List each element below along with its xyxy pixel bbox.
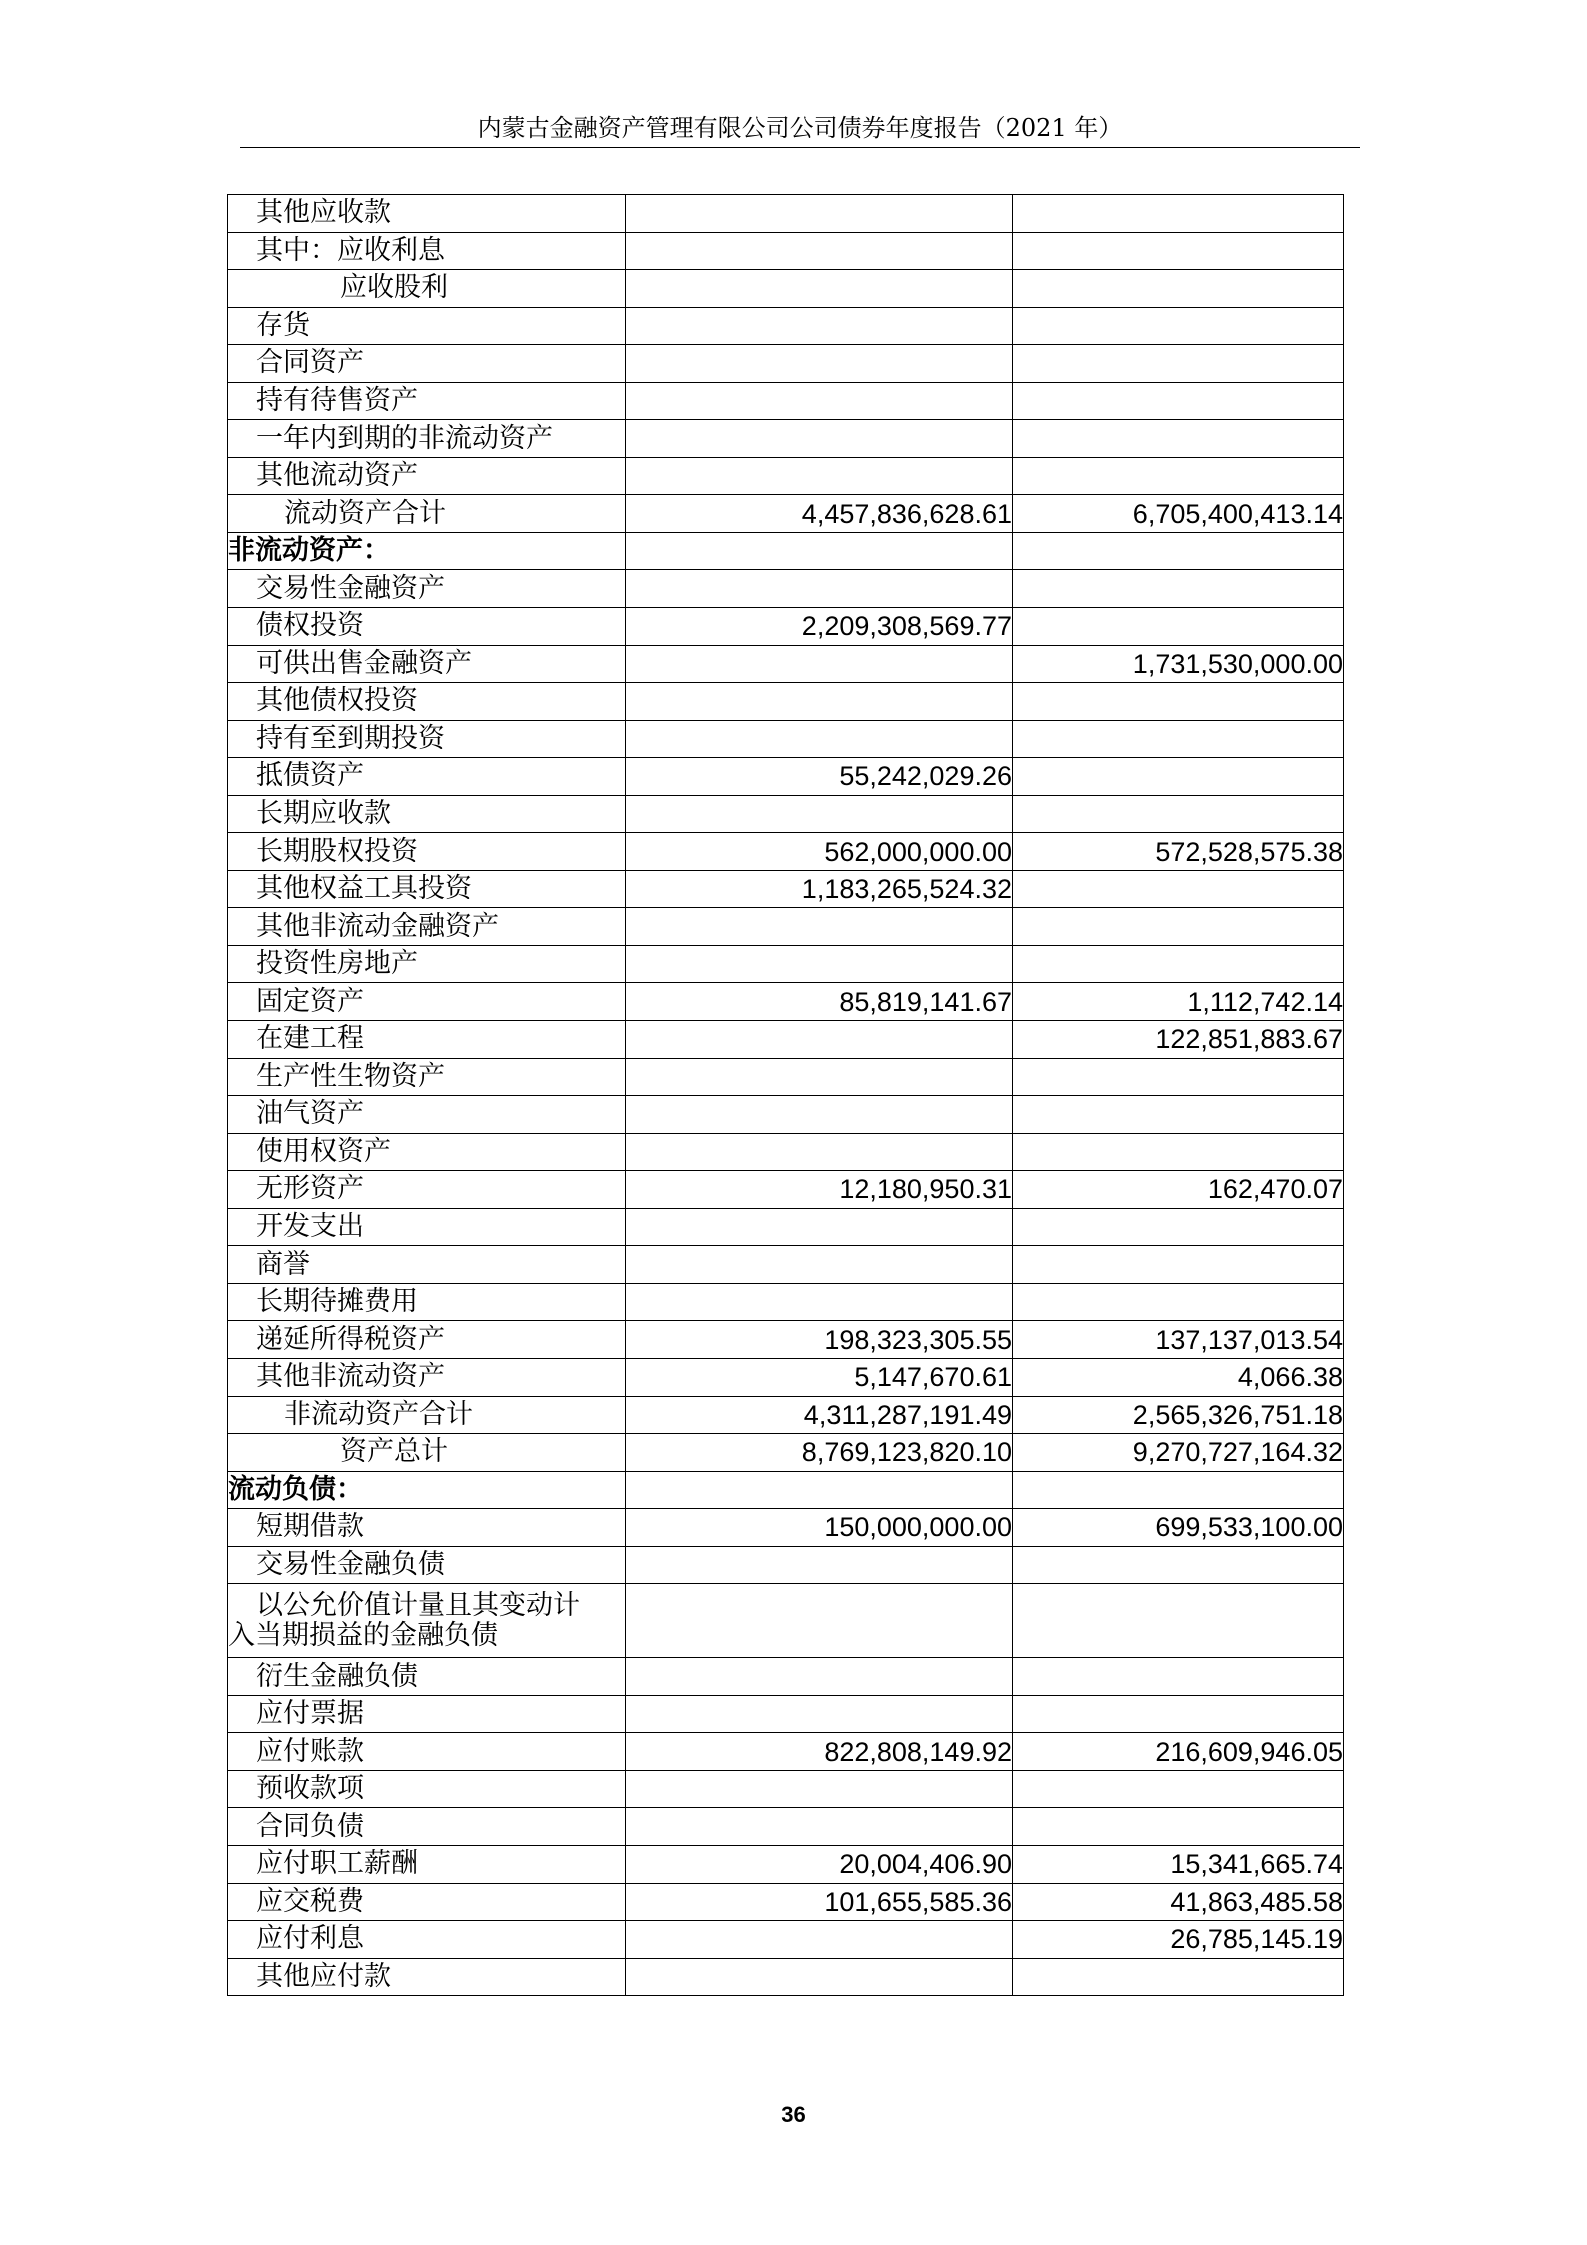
row-label-text: 其他非流动资产: [256, 1361, 445, 1393]
value-cell-current: [626, 683, 1013, 721]
row-label: [228, 1396, 626, 1434]
row-label-text: 油气资产: [256, 1098, 364, 1130]
row-label: [228, 1021, 626, 1059]
row-label-text: 其他非流动金融资产: [256, 910, 499, 942]
row-label: [228, 608, 626, 646]
value-cell-prior: [1013, 720, 1344, 758]
row-label: [228, 1883, 626, 1921]
table-row: [228, 532, 1344, 570]
row-label-text: 长期应收款: [256, 798, 391, 830]
value-cell-current: [626, 1658, 1013, 1696]
row-label: [228, 1283, 626, 1321]
value-cell-current: 150,000,000.00: [626, 1509, 1013, 1547]
row-label-text: 非流动资产合计: [284, 1398, 473, 1430]
table-row: [228, 1171, 1344, 1209]
value-cell-current: 12,180,950.31: [626, 1171, 1013, 1209]
value-cell-current: 8,769,123,820.10: [626, 1434, 1013, 1472]
row-label-text: 递延所得税资产: [256, 1323, 445, 1355]
value-cell-prior: [1013, 570, 1344, 608]
value-cell-current: 4,457,836,628.61: [626, 495, 1013, 533]
table-row: [228, 1096, 1344, 1134]
row-label: [228, 795, 626, 833]
value-cell-prior: 26,785,145.19: [1013, 1921, 1344, 1959]
row-label-text: 其中：应收利息: [256, 234, 445, 266]
value-cell-current: [626, 1021, 1013, 1059]
row-label: [228, 645, 626, 683]
row-label-line-1: 以公允价值计量且其变动计: [256, 1589, 580, 1621]
row-label: [228, 945, 626, 983]
row-label-text: 债权投资: [256, 610, 364, 642]
value-cell-prior: 162,470.07: [1013, 1171, 1344, 1209]
table-row: [228, 1584, 1344, 1658]
table-row: [228, 870, 1344, 908]
value-cell-current: [626, 908, 1013, 946]
value-cell-prior: [1013, 1808, 1344, 1846]
table-row: [228, 457, 1344, 495]
row-label: [228, 1246, 626, 1284]
value-cell-prior: 9,270,727,164.32: [1013, 1434, 1344, 1472]
table-row: [228, 382, 1344, 420]
row-label-text: 应交税费: [256, 1885, 364, 1917]
row-label: [228, 1058, 626, 1096]
value-cell-current: [626, 307, 1013, 345]
value-cell-current: [626, 1958, 1013, 1996]
value-cell-prior: [1013, 1695, 1344, 1733]
table-row: [228, 345, 1344, 383]
row-label-text: 抵债资产: [256, 760, 364, 792]
value-cell-current: 1,183,265,524.32: [626, 870, 1013, 908]
value-cell-current: [626, 457, 1013, 495]
value-cell-current: [626, 195, 1013, 233]
table-row: [228, 1283, 1344, 1321]
value-cell-current: [626, 1058, 1013, 1096]
row-label: [228, 1171, 626, 1209]
value-cell-prior: 6,705,400,413.14: [1013, 495, 1344, 533]
row-label-text: 长期股权投资: [256, 835, 418, 867]
row-label: [228, 1958, 626, 1996]
value-cell-prior: [1013, 1770, 1344, 1808]
row-label: [228, 1733, 626, 1771]
value-cell-prior: [1013, 457, 1344, 495]
value-cell-prior: 2,565,326,751.18: [1013, 1396, 1344, 1434]
value-cell-current: 822,808,149.92: [626, 1733, 1013, 1771]
table-row: [228, 1883, 1344, 1921]
row-label-text: 应付利息: [256, 1923, 364, 1955]
table-row: [228, 232, 1344, 270]
value-cell-prior: [1013, 908, 1344, 946]
value-cell-prior: 41,863,485.58: [1013, 1883, 1344, 1921]
table-row: [228, 1509, 1344, 1547]
value-cell-current: [626, 1546, 1013, 1584]
table-row: [228, 1733, 1344, 1771]
value-cell-prior: [1013, 270, 1344, 308]
table-row: [228, 945, 1344, 983]
row-label-text: 无形资产: [256, 1173, 364, 1205]
table-row: [228, 270, 1344, 308]
table-row: [228, 908, 1344, 946]
value-cell-prior: [1013, 795, 1344, 833]
value-cell-prior: 572,528,575.38: [1013, 833, 1344, 871]
row-label-text: 应付票据: [256, 1698, 364, 1730]
value-cell-current: [626, 1283, 1013, 1321]
row-label: [228, 833, 626, 871]
row-label: [228, 1096, 626, 1134]
table-row: [228, 1246, 1344, 1284]
value-cell-prior: [1013, 945, 1344, 983]
value-cell-prior: [1013, 1546, 1344, 1584]
row-label-text: 衍生金融负债: [256, 1660, 418, 1692]
row-label: [228, 1434, 626, 1472]
row-label: [228, 1770, 626, 1808]
row-label-text: 流动资产合计: [284, 497, 446, 529]
table-row: [228, 1434, 1344, 1472]
table-row: [228, 307, 1344, 345]
value-cell-current: [626, 345, 1013, 383]
row-label-text: 其他债权投资: [256, 685, 418, 717]
value-cell-current: [626, 1208, 1013, 1246]
row-label-text: 应付职工薪酬: [256, 1848, 418, 1880]
table-row: [228, 833, 1344, 871]
value-cell-prior: [1013, 195, 1344, 233]
row-label: [228, 570, 626, 608]
value-cell-prior: [1013, 420, 1344, 458]
table-row: [228, 608, 1344, 646]
report-header: 内蒙古金融资产管理有限公司公司债券年度报告（2021 年）: [477, 114, 1123, 142]
value-cell-current: [626, 1471, 1013, 1509]
row-label: [228, 683, 626, 721]
value-cell-current: [626, 1770, 1013, 1808]
row-label-text: 长期待摊费用: [256, 1286, 418, 1318]
row-label-text: 持有待售资产: [256, 385, 418, 416]
table-row: [228, 1921, 1344, 1959]
value-cell-current: [626, 645, 1013, 683]
value-cell-current: [626, 945, 1013, 983]
row-label: [228, 1358, 626, 1396]
row-label-text: 短期借款: [256, 1511, 364, 1543]
value-cell-prior: [1013, 870, 1344, 908]
value-cell-prior: [1013, 758, 1344, 796]
value-cell-prior: [1013, 1658, 1344, 1696]
value-cell-prior: [1013, 1584, 1344, 1658]
value-cell-current: [626, 1695, 1013, 1733]
table-row: [228, 1845, 1344, 1883]
value-cell-prior: [1013, 232, 1344, 270]
row-label: [228, 495, 626, 533]
row-label: [228, 195, 626, 233]
row-label-text: 可供出售金融资产: [256, 647, 472, 679]
row-label-text: 其他流动资产: [256, 460, 418, 492]
row-label-text: 预收款项: [256, 1773, 364, 1805]
section-heading: 非流动资产：: [228, 532, 626, 570]
row-label: [228, 345, 626, 383]
row-label-text: 固定资产: [256, 985, 364, 1017]
value-cell-current: [626, 382, 1013, 420]
value-cell-prior: [1013, 1058, 1344, 1096]
row-label-text: 交易性金融负债: [256, 1548, 445, 1580]
row-label: [228, 983, 626, 1021]
row-label: [228, 1509, 626, 1547]
value-cell-prior: [1013, 1096, 1344, 1134]
table-row: [228, 1808, 1344, 1846]
value-cell-current: 4,311,287,191.49: [626, 1396, 1013, 1434]
row-label-text: 一年内到期的非流动资产: [256, 422, 553, 454]
row-label-text: 在建工程: [256, 1023, 364, 1055]
row-label: [228, 1695, 626, 1733]
value-cell-prior: 1,731,530,000.00: [1013, 645, 1344, 683]
row-label-text: 持有至到期投资: [256, 722, 445, 754]
row-label: [228, 1133, 626, 1171]
row-label-text: 资产总计: [340, 1436, 448, 1468]
value-cell-current: 5,147,670.61: [626, 1358, 1013, 1396]
value-cell-prior: 4,066.38: [1013, 1358, 1344, 1396]
section-heading: 流动负债：: [228, 1471, 626, 1509]
value-cell-current: [626, 720, 1013, 758]
value-cell-current: [626, 232, 1013, 270]
value-cell-prior: 15,341,665.74: [1013, 1845, 1344, 1883]
value-cell-prior: [1013, 1133, 1344, 1171]
table-row: [228, 570, 1344, 608]
value-cell-current: 20,004,406.90: [626, 1845, 1013, 1883]
row-label-text: 商誉: [256, 1248, 310, 1280]
value-cell-prior: [1013, 608, 1344, 646]
row-label-text: 投资性房地产: [256, 948, 418, 980]
row-label: [228, 908, 626, 946]
header-divider: [240, 147, 1360, 148]
table-row: [228, 1058, 1344, 1096]
value-cell-prior: [1013, 1283, 1344, 1321]
value-cell-prior: 137,137,013.54: [1013, 1321, 1344, 1359]
value-cell-prior: 699,533,100.00: [1013, 1509, 1344, 1547]
row-label: [228, 1208, 626, 1246]
row-label: [228, 1845, 626, 1883]
balance-sheet-table: [227, 194, 1344, 1996]
table-row: [228, 1208, 1344, 1246]
table-row: [228, 1695, 1344, 1733]
table-row: [228, 1358, 1344, 1396]
value-cell-prior: [1013, 683, 1344, 721]
row-label-text: 使用权资产: [256, 1135, 391, 1167]
table-row: [228, 1133, 1344, 1171]
row-label: [228, 307, 626, 345]
row-label-text: 合同资产: [256, 347, 364, 379]
row-label: [228, 232, 626, 270]
value-cell-prior: [1013, 1208, 1344, 1246]
table-row: [228, 195, 1344, 233]
table-row: [228, 683, 1344, 721]
value-cell-prior: 216,609,946.05: [1013, 1733, 1344, 1771]
row-label-text: 生产性生物资产: [256, 1060, 445, 1092]
row-label-text: 开发支出: [256, 1211, 364, 1243]
value-cell-current: [626, 795, 1013, 833]
table-row: [228, 1658, 1344, 1696]
table-row: [228, 758, 1344, 796]
table-row: [228, 720, 1344, 758]
value-cell-prior: [1013, 532, 1344, 570]
table-row: [228, 983, 1344, 1021]
value-cell-prior: [1013, 307, 1344, 345]
value-cell-prior: 122,851,883.67: [1013, 1021, 1344, 1059]
value-cell-current: [626, 1246, 1013, 1284]
row-label: [228, 1584, 626, 1658]
row-label: [228, 1546, 626, 1584]
page-number: 36: [781, 2102, 806, 2127]
row-label: [228, 382, 626, 420]
table-row: [228, 1546, 1344, 1584]
table-row: [228, 1770, 1344, 1808]
row-label: [228, 420, 626, 458]
table-row: [228, 420, 1344, 458]
value-cell-current: 198,323,305.55: [626, 1321, 1013, 1359]
row-label: [228, 720, 626, 758]
table-row: [228, 1396, 1344, 1434]
row-label: [228, 1658, 626, 1696]
value-cell-current: [626, 1808, 1013, 1846]
value-cell-prior: [1013, 345, 1344, 383]
value-cell-current: 2,209,308,569.77: [626, 608, 1013, 646]
value-cell-current: 85,819,141.67: [626, 983, 1013, 1021]
value-cell-current: [626, 1584, 1013, 1658]
value-cell-prior: [1013, 1958, 1344, 1996]
row-label-text: 应收股利: [340, 272, 448, 304]
row-label-text: 合同负债: [256, 1810, 364, 1842]
row-label: [228, 870, 626, 908]
row-label-text: 其他权益工具投资: [256, 873, 472, 905]
table-row: [228, 795, 1344, 833]
row-label: [228, 270, 626, 308]
value-cell-current: [626, 570, 1013, 608]
row-label-text: 存货: [256, 309, 310, 341]
value-cell-current: [626, 1133, 1013, 1171]
row-label-text: 交易性金融资产: [256, 572, 445, 604]
value-cell-current: [626, 1921, 1013, 1959]
row-label: [228, 758, 626, 796]
row-label-text: 应付账款: [256, 1735, 364, 1767]
value-cell-prior: [1013, 382, 1344, 420]
table-row: [228, 1321, 1344, 1359]
value-cell-prior: [1013, 1246, 1344, 1284]
row-label-text: 其他应收款: [256, 197, 391, 229]
value-cell-current: 562,000,000.00: [626, 833, 1013, 871]
row-label-line-2: 入当期损益的金融负债: [228, 1619, 498, 1651]
value-cell-prior: [1013, 1471, 1344, 1509]
row-label-text: 其他应付款: [256, 1960, 391, 1992]
row-label: [228, 457, 626, 495]
value-cell-current: 101,655,585.36: [626, 1883, 1013, 1921]
table-row: [228, 1958, 1344, 1996]
row-label: [228, 1808, 626, 1846]
value-cell-current: [626, 532, 1013, 570]
value-cell-current: [626, 1096, 1013, 1134]
value-cell-prior: 1,112,742.14: [1013, 983, 1344, 1021]
row-label: [228, 1321, 626, 1359]
value-cell-current: [626, 420, 1013, 458]
table-row: [228, 645, 1344, 683]
value-cell-current: 55,242,029.26: [626, 758, 1013, 796]
row-label: [228, 1921, 626, 1959]
table-row: [228, 1471, 1344, 1509]
table-row: [228, 495, 1344, 533]
value-cell-current: [626, 270, 1013, 308]
table-row: [228, 1021, 1344, 1059]
